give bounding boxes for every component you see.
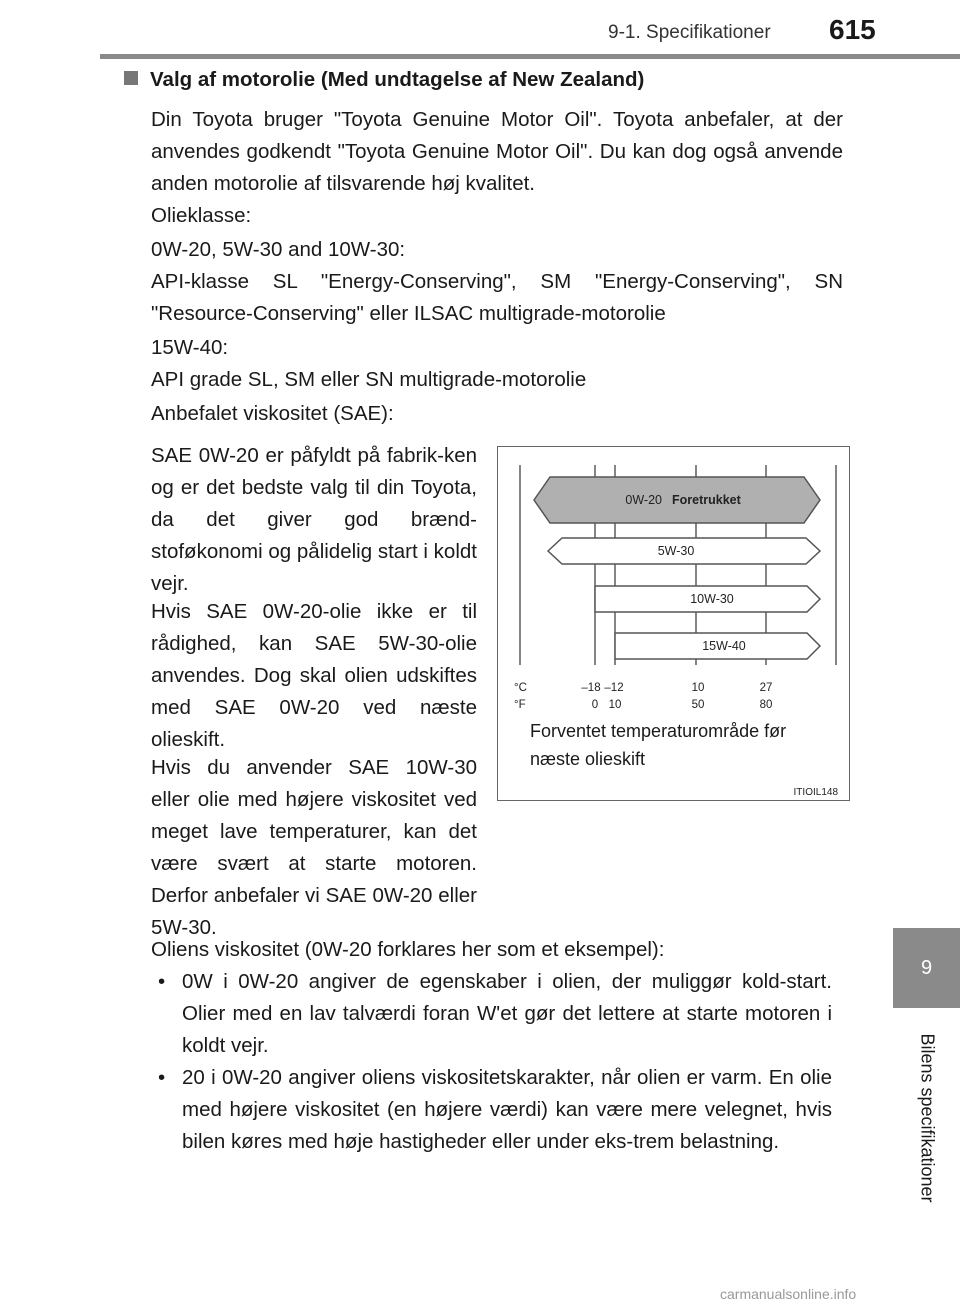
left-paragraph-3: Hvis du anvender SAE 10W-30 eller olie med højere viskositet ved meget lave temperaturer, kan det være svært at starte motoren. Derfor anbefaler vi SAE 0W-20 eller 5W-30. <box>151 756 477 939</box>
tick-c: –18 <box>581 682 601 694</box>
figure-id: ITIOIL148 <box>793 787 838 798</box>
left-paragraph-2: Hvis SAE 0W-20-olie ikke er til rådighed, kan SAE 5W-30-olie anvendes. Dog skal olien udskiftes med SAE 0W-20 ved næste olieskift. <box>151 600 477 751</box>
header-rule <box>100 54 960 59</box>
chart-caption: Forventet temperaturområde før næste olieskift <box>530 721 787 769</box>
chapter-tab[interactable] <box>893 928 960 1008</box>
section-heading <box>124 68 644 92</box>
section-heading-text: Valg af motorolie (Med undtagelse af New Zealand) <box>150 68 645 91</box>
grade1-text: API-klasse SL "Energy-Conserving", SM "Energy-Conserving", SN "Resource-Conserving" eller ILSAC multigrade-motorolie <box>151 270 843 325</box>
intro-paragraph: Din Toyota bruger "Toyota Genuine Motor Oil". Toyota anbefaler, at der anvendes godkendt "Toyota Genuine Motor Oil". Du kan dog også anvende anden motorolie af tilsvarende høj kvalitet. <box>151 108 843 195</box>
square-bullet-icon <box>124 71 138 85</box>
bar-label-0w20: 0W-20 <box>625 493 662 507</box>
bullet-dot-icon: • <box>158 970 166 993</box>
viscosity-label: Anbefalet viskositet (SAE): <box>151 402 394 425</box>
bar-label-10w30: 10W-30 <box>690 592 734 606</box>
chapter-number: 9 <box>920 956 933 979</box>
tick-c: –12 <box>604 682 624 694</box>
bar-label-15w40: 15W-40 <box>702 639 746 653</box>
grade2-text: API grade SL, SM eller SN multigrade-motorolie <box>151 368 587 391</box>
tick-f: 50 <box>691 699 705 711</box>
tick-f: 10 <box>608 699 622 711</box>
tick-f: 0 <box>591 699 599 711</box>
grade2-title: 15W-40: <box>151 336 229 359</box>
viscosity-explanation: Oliens viskositet (0W-20 forklares her som et eksempel): <box>151 938 665 961</box>
unit-fahrenheit: °F <box>514 699 526 711</box>
bar-label-5w30: 5W-30 <box>657 544 695 558</box>
grade1-title: 0W-20, 5W-30 and 10W-30: <box>151 238 406 261</box>
page-number: 615 <box>829 14 876 45</box>
tick-c: 10 <box>691 682 705 694</box>
tick-f: 80 <box>759 699 773 711</box>
oil-class-label: Olieklasse: <box>151 204 252 227</box>
watermark: carmanualsonline.info <box>720 1286 857 1302</box>
left-paragraph-1: SAE 0W-20 er påfyldt på fabrik-ken og er det bedste valg til din Toyota, da det giver god brænd-stoføkonomi og pålidelig start i koldt vejr. <box>151 444 477 595</box>
bar-note-preferred: Foretrukket <box>672 493 741 507</box>
chapter-label: Bilens specifikationer <box>917 1033 938 1203</box>
tick-c: 27 <box>759 682 773 694</box>
unit-celsius: °C <box>514 682 527 694</box>
bullet-dot-icon: • <box>158 1066 166 1089</box>
bullet-text: 0W i 0W-20 angiver de egenskaber i olien, der muliggør kold-start. Olier med en lav talværdi foran W'et gør det lettere at starte motoren i koldt vejr. <box>182 970 832 1057</box>
viscosity-chart <box>497 446 850 801</box>
section-title: 9-1. Specifikationer <box>608 22 771 43</box>
bullet-text: 20 i 0W-20 angiver oliens viskositetskarakter, når olien er varm. En olie med højere viskositet (en højere værdi) kan være mere velegnet, hvis bilen køres med høje hastigheder eller under eks-trem belastning. <box>182 1066 832 1153</box>
